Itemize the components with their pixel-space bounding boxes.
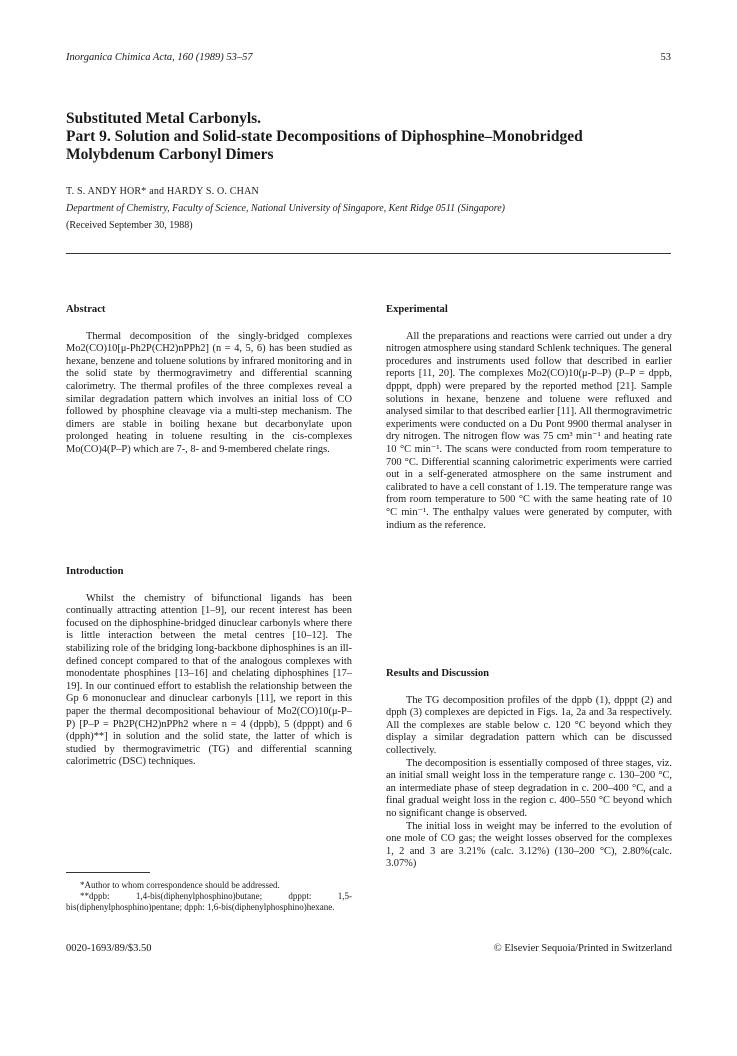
- received-date: (Received September 30, 1988): [66, 220, 193, 231]
- title-line-2: Part 9. Solution and Solid-state Decompositions of Diphosphine–Monobridged: [66, 128, 583, 145]
- results-paragraph-1: The TG decomposition profiles of the dppb (1), dpppt (2) and dpph (3) complexes are depicted in Figs. 1a, 2a and 3a respectively. All the complexes are stable below c. 120 °C beyond which they display a similar degradation pattern which can be discussed collectively.: [386, 694, 672, 756]
- footnote-2: **dppb: 1,4-bis(diphenylphosphino)butane; dpppt: 1,5-bis(diphenylphosphino)pentane; dpph: 1,6-bis(diphenylphosphino)hexane.: [66, 891, 352, 912]
- affiliation: Department of Chemistry, Faculty of Science, National University of Singapore, Kent Ridge 0511 (Singapore): [66, 203, 505, 214]
- header-divider: [66, 253, 671, 254]
- introduction-text: Whilst the chemistry of bifunctional ligands has been continually attracting attention [1–9], our recent interest has been focused on the diphosphine-bridged dinuclear carbonyls where there is little interaction between the metal centres [10–12]. The stabilizing role of the bridging long-backbone diphosphines is an ill-defined concept compared to that of the analogous complexes with monodentate phosphines [13–16] and chelating diphosphines [17–19]. In our continued effort to establish the relationship between the Gp 6 mononuclear and dinuclear carbonyls [11], we report in this paper the thermal decompositional behaviour of Mo2(CO)10(μ-P–P) [P–P = Ph2P(CH2)nPPh2 where n = 4 (dppb), 5 (dpppt) and 6 (dpph)**] in solution and the solid state, the latter of which is studied by thermogravimetric (TG) and differential scanning calorimetric (DSC) techniques.: [66, 592, 352, 768]
- abstract-text: Thermal decomposition of the singly-bridged complexes Mo2(CO)10[μ-Ph2P(CH2)nPPh2] (n = 4, 5, 6) has been studied as hexane, benzene and toluene solutions by infrared monitoring and in the solid state by thermogravimetry and differential scanning calorimetry. The thermal profiles of the three complexes reveal a similar degradation pattern which involves an initial loss of CO followed by phosphine cleavage via a multi-step mechanism. The dimers are stable in boiling hexane but decarbonylate upon prolonged heating in toluene resulting in the cis-complexes Mo(CO)4(P–P) which are 7-, 8- and 9-membered chelate rings.: [66, 330, 352, 455]
- publisher-note: © Elsevier Sequoia/Printed in Switzerland: [493, 943, 672, 954]
- results-paragraph-2: The decomposition is essentially composed of three stages, viz. an initial small weight loss in the temperature range c. 130–200 °C, an intermediate phase of steep degradation in c. 200–400 °C, and a final gradual weight loss in the region c. 400–550 °C beyond which no significant change is observed.: [386, 757, 672, 819]
- abstract-section: [66, 304, 352, 457]
- title-line-3: Molybdenum Carbonyl Dimers: [66, 146, 274, 163]
- footnote-1: *Author to whom correspondence should be addressed.: [80, 880, 280, 890]
- footnote-divider: [66, 872, 150, 873]
- introduction-heading: Introduction: [66, 566, 124, 577]
- page-number: 53: [660, 52, 671, 63]
- experimental-section: [386, 304, 672, 532]
- results-section: [386, 668, 672, 871]
- article-title: [66, 110, 676, 164]
- experimental-heading: Experimental: [386, 304, 448, 315]
- results-heading: Results and Discussion: [386, 668, 490, 679]
- journal-citation: Inorganica Chimica Acta, 160 (1989) 53–57: [66, 52, 253, 63]
- authors: T. S. ANDY HOR* and HARDY S. O. CHAN: [66, 186, 259, 197]
- footnotes: [66, 880, 352, 913]
- title-line-1: Substituted Metal Carbonyls.: [66, 110, 262, 127]
- issn-price: 0020-1693/89/$3.50: [66, 943, 152, 954]
- results-paragraph-3: The initial loss in weight may be inferred to the evolution of one mole of CO gas; the weight losses observed for the complexes 1, 2 and 3 are 3.21% (calc. 3.12%) (130–200 °C), 2.80%(calc. 3.07%): [386, 820, 672, 870]
- abstract-heading: Abstract: [66, 304, 106, 315]
- experimental-text: All the preparations and reactions were carried out under a dry nitrogen atmosphere using standard Schlenk techniques. The general procedures and instruments used follow that described in earlier reports [11, 20]. The complexes Mo2(CO)10(μ-P–P) (P–P = dppb, dpppt, dpph) were prepared by the reported method [21]. Sample solutions in hexane, benzene and toluene were refluxed and analysed similar to that described earlier [11]. All thermogravimetric experiments were conducted on a Du Pont 9900 thermal analyser in dry nitrogen. The nitrogen flow was 75 cm³ min⁻¹ and heating rate 10 °C min⁻¹. The scans were conducted from room temperature to 700 °C. Differential scanning calorimetric experiments were carried out in a self-generated atmosphere on the same instrument and calibrated to have a cell constant of 1.19. The temperature range was from room temperature to 500 °C with the same heating rate of 10 °C min⁻¹. The enthalpy values were generated by computer, with indium as the reference.: [386, 330, 672, 531]
- introduction-section: [66, 566, 352, 769]
